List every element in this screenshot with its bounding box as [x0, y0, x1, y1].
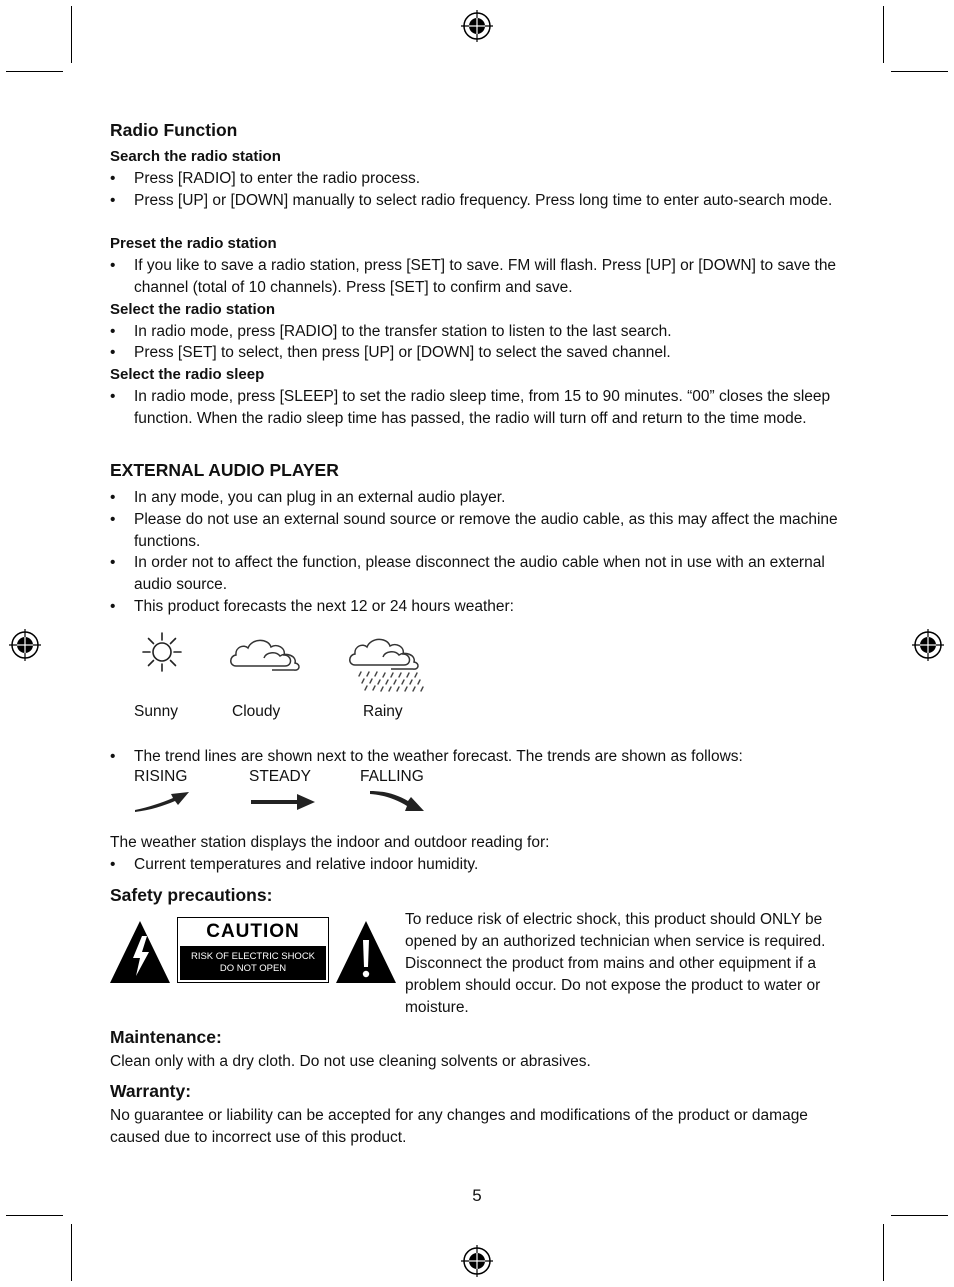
- list-item: • In any mode, you can plug in an external audio player.: [110, 489, 506, 506]
- list-item: • In order not to affect the function, please disconnect the audio cable when not in use with an external audio source.: [110, 554, 825, 593]
- cloud-icon: [228, 634, 304, 672]
- list-item: • Press [UP] or [DOWN] manually to select radio frequency. Press long time to enter auto-search mode.: [110, 192, 833, 209]
- maintenance-text: Clean only with a dry cloth. Do not use cleaning solvents or abrasives.: [110, 1053, 591, 1070]
- caution-strip: [180, 946, 326, 980]
- search-heading: Search the radio station: [110, 148, 281, 165]
- crop-mark: [71, 6, 72, 63]
- caution-line-2: DO NOT OPEN: [219, 963, 287, 974]
- registration-mark-icon: [460, 1244, 494, 1278]
- trend-label-falling: FALLING: [360, 768, 424, 785]
- external-section-title: EXTERNAL AUDIO PLAYER: [110, 460, 339, 480]
- safety-text: To reduce risk of electric shock, this product should ONLY be opened by an authorized technician when service is required. Disconnect the product from mains and other equipment if a problem should occur. Do not expose the product to water or moisture.: [405, 911, 826, 1016]
- weather-label-cloudy: Cloudy: [232, 703, 281, 720]
- weather-label-sunny: Sunny: [134, 703, 178, 720]
- list-item: • Press [RADIO] to enter the radio process.: [110, 170, 421, 187]
- caution-title: CAUTION: [206, 921, 300, 942]
- select-heading: Select the radio station: [110, 301, 276, 318]
- list-item: • If you like to save a radio station, press [SET] to save. FM will flash. Press [UP] or [DOWN] to save the channel (total of 10 channels). Press [SET] to confirm and save.: [110, 257, 837, 296]
- steady-arrow-icon: [249, 792, 317, 812]
- list-item: • In radio mode, press [RADIO] to the transfer station to listen to the last search.: [110, 323, 672, 340]
- trend-label-steady: STEADY: [249, 768, 312, 785]
- caution-label: [177, 917, 329, 983]
- radio-section-title: Radio Function: [110, 120, 238, 140]
- registration-mark-icon: [8, 628, 42, 662]
- crop-mark: [891, 1215, 948, 1216]
- trend-label-rising: RISING: [134, 768, 188, 785]
- crop-mark: [6, 71, 63, 72]
- preset-heading: Preset the radio station: [110, 235, 277, 252]
- list-item: • Current temperatures and relative indoor humidity.: [110, 856, 479, 873]
- sun-icon: [141, 631, 183, 673]
- registration-mark-icon: [460, 9, 494, 43]
- rain-cloud-icon: [347, 633, 427, 695]
- rising-arrow-icon: [133, 790, 191, 814]
- list-item: • The trend lines are shown next to the weather forecast. The trends are shown as follows:: [110, 748, 743, 765]
- crop-mark: [883, 1224, 884, 1281]
- weather-label-rainy: Rainy: [363, 703, 403, 720]
- safety-section-title: Safety precautions:: [110, 885, 273, 905]
- list-item: • Please do not use an external sound source or remove the audio cable, as this may affect the machine functions.: [110, 511, 838, 550]
- page-number: 5: [472, 1186, 482, 1205]
- warranty-text: No guarantee or liability can be accepted for any changes and modifications of the product or damage caused due to incorrect use of this product.: [110, 1107, 808, 1146]
- crop-mark: [883, 6, 884, 63]
- list-item: • In radio mode, press [SLEEP] to set the radio sleep time, from 15 to 90 minutes. “00” closes the sleep function. When the radio sleep time has passed, the radio will turn off and return to the time mode.: [110, 388, 831, 427]
- crop-mark: [891, 71, 948, 72]
- falling-arrow-icon: [368, 789, 426, 815]
- registration-mark-icon: [911, 628, 945, 662]
- list-item: • Press [SET] to select, then press [UP] or [DOWN] to select the saved channel.: [110, 344, 671, 361]
- crop-mark: [6, 1215, 63, 1216]
- maintenance-section-title: Maintenance:: [110, 1027, 222, 1047]
- warranty-section-title: Warranty:: [110, 1081, 192, 1101]
- list-item: • This product forecasts the next 12 or 24 hours weather:: [110, 598, 514, 615]
- display-intro: The weather station displays the indoor and outdoor reading for:: [110, 834, 550, 851]
- caution-line-1: RISK OF ELECTRIC SHOCK: [190, 951, 316, 962]
- sleep-heading: Select the radio sleep: [110, 366, 265, 383]
- exclamation-warning-icon: [335, 920, 397, 984]
- electric-shock-warning-icon: [109, 920, 171, 984]
- crop-mark: [71, 1224, 72, 1281]
